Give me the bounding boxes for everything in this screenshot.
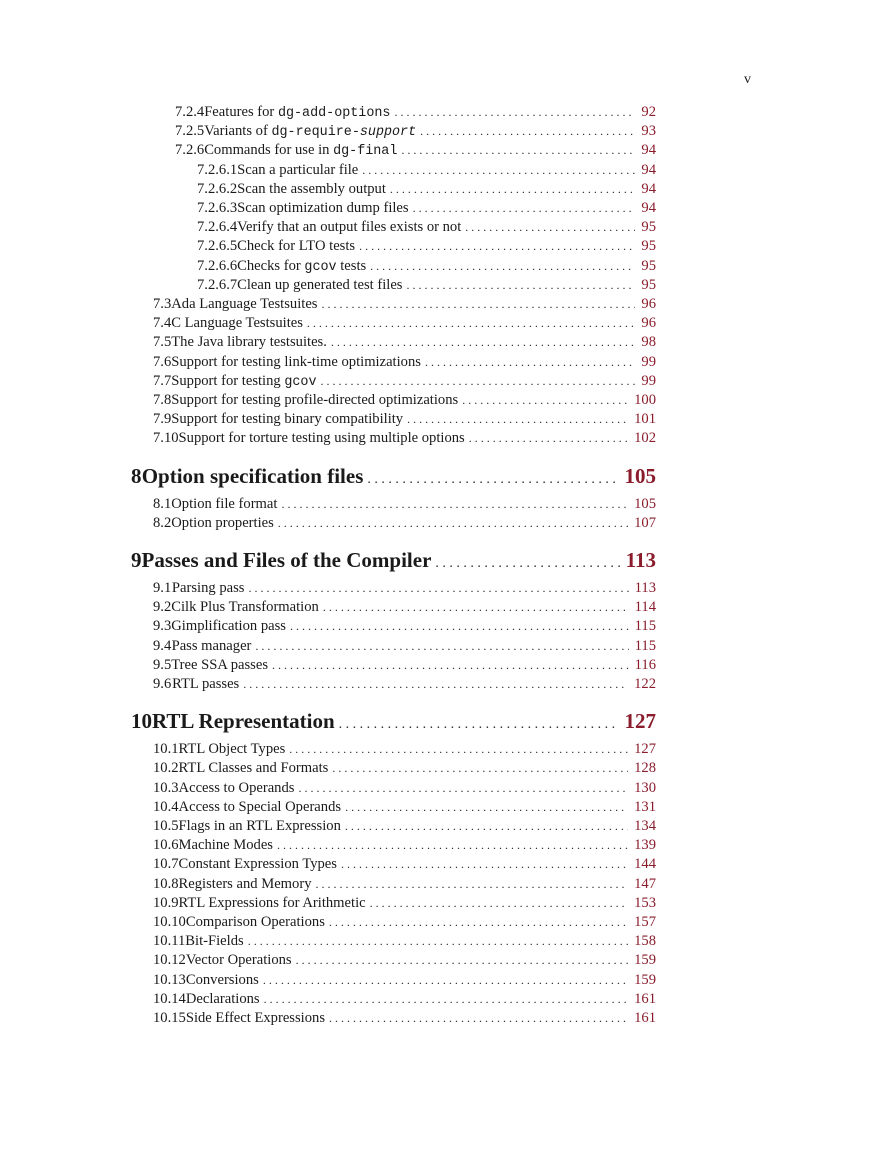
entry-title: [171, 296, 317, 313]
toc-entry[interactable]: [153, 991, 656, 1010]
leader-dots: [367, 472, 618, 488]
entry-page-link[interactable]: 139: [634, 837, 656, 854]
entry-title: [237, 162, 358, 179]
toc-chapter-entry[interactable]: [131, 464, 656, 492]
entry-title-text: Bit-Fields: [185, 933, 244, 950]
leader-dots: [370, 896, 629, 911]
entry-page-link[interactable]: 113: [625, 548, 656, 572]
entry-title-text: Vector Operations: [185, 952, 292, 969]
toc-entry[interactable]: [153, 952, 656, 971]
page-number: v: [744, 72, 751, 87]
entry-title: [171, 496, 277, 513]
entry-number: 10.3: [153, 779, 179, 796]
entry-title-text: Passes and Files of the Compiler: [141, 548, 432, 572]
entry-number: 7.10: [153, 430, 179, 447]
entry-title: [172, 638, 252, 655]
entry-title: [237, 238, 355, 255]
leader-dots: [243, 677, 628, 692]
entry-page-link[interactable]: 105: [624, 463, 656, 488]
entry-page-link[interactable]: 92: [641, 104, 656, 120]
entry-title-text: Scan a particular file: [237, 161, 359, 178]
leader-dots: [332, 761, 628, 776]
entry-page-link[interactable]: 147: [634, 875, 656, 892]
entry-number: 7.8: [153, 392, 172, 408]
entry-title-text: Support for torture testing using multiple options: [178, 430, 465, 447]
leader-dots: [465, 220, 635, 235]
entry-page-link[interactable]: 127: [624, 709, 656, 734]
entry-title: [237, 219, 461, 236]
entry-number: 9.2: [153, 599, 172, 616]
entry-number: 9.6: [153, 676, 172, 692]
entry-title: [186, 1010, 325, 1027]
entry-page-link[interactable]: 153: [634, 894, 656, 911]
entry-title-text: RTL Expressions for Arithmetic: [178, 894, 366, 911]
entry-number: 7.7: [153, 372, 172, 389]
leader-dots: [345, 800, 628, 815]
leader-dots: [401, 143, 635, 158]
entry-title-text: Constant Expression Types: [178, 856, 337, 873]
entry-title: [171, 618, 286, 635]
entry-title-text: RTL passes: [172, 676, 240, 692]
entry-number: 10: [131, 709, 152, 734]
toc-entry[interactable]: [153, 914, 656, 933]
entry-title-text: Parsing pass: [171, 580, 245, 596]
entry-number: 7.4: [153, 315, 172, 332]
entry-page-link[interactable]: 101: [634, 411, 656, 428]
entry-page-link[interactable]: 94: [641, 200, 656, 216]
entry-title: [171, 373, 316, 390]
toc-entry[interactable]: [153, 334, 656, 353]
leader-dots: [420, 124, 635, 139]
leader-dots: [469, 431, 628, 446]
entry-title-text: Declarations: [185, 990, 260, 1007]
toc-entry[interactable]: [197, 258, 656, 277]
toc-entry[interactable]: [197, 181, 656, 200]
entry-number: 10.14: [153, 990, 186, 1007]
entry-title-text: Scan optimization dump files: [237, 200, 409, 216]
entry-title: [179, 799, 342, 816]
entry-title-text: Features for: [204, 104, 278, 120]
entry-title-text: Scan the assembly output: [237, 180, 386, 197]
entry-title-text: The Java library testsuites.: [171, 334, 327, 351]
entry-page-link[interactable]: 102: [634, 430, 656, 447]
leader-dots: [307, 316, 636, 331]
entry-number: 8.1: [153, 495, 172, 512]
entry-title-text: Machine Modes: [178, 837, 273, 854]
entry-page-link[interactable]: 96: [641, 315, 656, 332]
entry-title: [171, 515, 274, 532]
entry-page-link[interactable]: 94: [641, 161, 656, 178]
entry-title-text: tests: [336, 257, 367, 274]
entry-page-link[interactable]: 130: [634, 779, 656, 796]
toc-chapter-entry[interactable]: [131, 709, 656, 737]
leader-dots: [264, 992, 629, 1007]
leader-dots: [316, 877, 629, 892]
entry-title: [172, 580, 245, 597]
entry-title-text: Clean up generated test files: [237, 276, 403, 293]
entry-title-text: Option properties: [171, 514, 274, 531]
entry-number: 9.5: [153, 656, 172, 673]
entry-page-link[interactable]: 134: [634, 818, 656, 834]
toc-entry[interactable]: [153, 580, 656, 599]
leader-dots: [394, 105, 635, 120]
toc-entry[interactable]: [153, 799, 656, 818]
toc-entry[interactable]: [153, 411, 656, 430]
entry-number: 10.11: [153, 933, 186, 950]
toc-chapter-entry[interactable]: [131, 548, 656, 576]
entry-page-link[interactable]: 144: [634, 856, 656, 873]
entry-title: [237, 200, 408, 217]
entry-title: [204, 104, 390, 121]
leader-dots: [298, 781, 628, 796]
entry-title: [179, 430, 465, 447]
entry-title-text: Variants of: [204, 123, 272, 140]
entry-title: [171, 354, 421, 371]
entry-title-text: C Language Testsuites: [171, 315, 303, 332]
entry-page-link[interactable]: 128: [634, 760, 656, 777]
entry-title: [237, 258, 366, 275]
entry-number: 10.7: [153, 856, 179, 873]
entry-number: 10.12: [153, 952, 186, 969]
entry-title-text: Option file format: [171, 495, 278, 512]
entry-title: [171, 411, 403, 428]
entry-number: 10.4: [153, 798, 179, 815]
toc-entry[interactable]: [175, 104, 656, 123]
toc-entry[interactable]: [153, 780, 656, 799]
leader-dots: [281, 497, 628, 512]
toc-entry[interactable]: [153, 354, 656, 373]
leader-dots: [462, 393, 628, 408]
entry-number: 10.5: [153, 818, 179, 834]
entry-title: [179, 837, 273, 854]
entry-title-text: Support for testing: [171, 372, 285, 389]
entry-page-link[interactable]: 127: [634, 741, 656, 758]
leader-dots: [390, 182, 636, 197]
entry-number: 7.2.6.1: [197, 161, 238, 178]
entry-number: 9.1: [153, 580, 172, 596]
entry-title-text: Access to Operands: [178, 779, 295, 796]
leader-dots: [290, 619, 629, 634]
entry-title-code: support: [359, 125, 417, 141]
entry-title-code: dg-require-: [271, 125, 360, 141]
entry-page-link[interactable]: 131: [634, 798, 656, 815]
entry-page-link[interactable]: 157: [634, 914, 656, 930]
entry-number: 7.2.6.4: [197, 219, 238, 236]
toc-entry[interactable]: [153, 741, 656, 760]
entry-page-link[interactable]: 99: [641, 353, 656, 370]
entry-number: 7.3: [153, 296, 172, 312]
entry-title: [179, 876, 312, 893]
toc-entry[interactable]: [153, 895, 656, 914]
entry-title: [142, 548, 432, 573]
entry-title-code: dg-final: [333, 144, 398, 160]
toc-entry[interactable]: [197, 162, 656, 181]
entry-page-link[interactable]: 161: [634, 990, 656, 1007]
toc-entry[interactable]: [197, 277, 656, 296]
leader-dots: [331, 335, 636, 350]
leader-dots: [272, 658, 629, 673]
toc-entry[interactable]: [153, 760, 656, 779]
entry-page-link[interactable]: 114: [634, 599, 656, 616]
entry-title-text: Cilk Plus Transformation: [171, 599, 319, 616]
entry-title-text: Conversions: [185, 971, 259, 988]
entry-title: [142, 464, 364, 489]
entry-page-link[interactable]: 116: [634, 656, 656, 673]
toc-entry[interactable]: [175, 142, 656, 161]
leader-dots: [407, 412, 628, 427]
entry-title: [186, 952, 292, 969]
toc-entry[interactable]: [153, 676, 656, 695]
leader-dots: [370, 259, 635, 274]
entry-number: 10.10: [153, 914, 186, 930]
entry-page-link[interactable]: 94: [641, 180, 656, 197]
entry-title-text: Support for testing profile-directed optimizations: [171, 392, 459, 408]
leader-dots: [329, 1011, 628, 1026]
entry-number: 10.1: [153, 741, 179, 758]
entry-title: [179, 760, 329, 777]
entry-title: [171, 334, 327, 351]
entry-title: [204, 123, 416, 140]
leader-dots: [263, 973, 628, 988]
entry-title-text: Check for LTO tests: [237, 238, 356, 255]
entry-title-text: Side Effect Expressions: [185, 1010, 325, 1026]
entry-title-text: RTL Representation: [152, 709, 335, 734]
entry-page-link[interactable]: 100: [634, 392, 656, 408]
entry-page-link[interactable]: 158: [634, 933, 656, 950]
entry-title-text: Comparison Operations: [185, 914, 325, 930]
leader-dots: [255, 639, 628, 654]
entry-page-link[interactable]: 122: [634, 676, 656, 692]
entry-title-text: Checks for: [237, 257, 305, 274]
entry-title: [171, 599, 319, 616]
entry-page-link[interactable]: 161: [634, 1010, 656, 1026]
toc-entry[interactable]: [153, 876, 656, 895]
leader-dots: [323, 600, 629, 615]
leader-dots: [277, 838, 628, 853]
entry-title: [179, 741, 286, 758]
entry-title: [179, 856, 337, 873]
entry-title: [186, 972, 259, 989]
leader-dots: [289, 742, 628, 757]
toc-entry[interactable]: [153, 638, 656, 657]
leader-dots: [329, 915, 628, 930]
entry-title-text: Verify that an output files exists or not: [237, 219, 462, 236]
entry-title: [186, 914, 325, 931]
entry-title: [172, 676, 239, 693]
toc-entry[interactable]: [153, 1010, 656, 1029]
toc-entry[interactable]: [153, 837, 656, 856]
toc-entry[interactable]: [153, 392, 656, 411]
entry-title-text: Flags in an RTL Expression: [178, 818, 341, 834]
entry-page-link[interactable]: 107: [634, 514, 656, 531]
entry-number: 10.6: [153, 837, 179, 854]
entry-page-link[interactable]: 95: [641, 257, 656, 274]
leader-dots: [296, 953, 628, 968]
entry-page-link[interactable]: 98: [641, 334, 656, 351]
entry-title: [186, 991, 260, 1008]
entry-title-text: Gimplification pass: [171, 618, 286, 635]
entry-title-text: Option specification files: [141, 463, 364, 488]
entry-title-text: Registers and Memory: [178, 875, 312, 892]
entry-number: 7.2.6.7: [197, 276, 238, 293]
entry-page-link[interactable]: 115: [634, 618, 656, 635]
toc-entry[interactable]: [153, 599, 656, 618]
entry-title: [171, 657, 268, 674]
toc-entry[interactable]: [153, 315, 656, 334]
entry-title-text: Ada Language Testsuites: [171, 296, 318, 312]
entry-page-link[interactable]: 96: [641, 296, 656, 312]
entry-title: [152, 709, 335, 734]
toc-entry[interactable]: [153, 373, 656, 392]
leader-dots: [435, 556, 619, 572]
entry-number: 9: [131, 548, 142, 572]
entry-number: 9.3: [153, 618, 172, 635]
leader-dots: [425, 355, 635, 370]
leader-dots: [248, 934, 628, 949]
entry-title: [204, 142, 397, 159]
entry-title: [171, 315, 303, 332]
entry-page-link[interactable]: 95: [641, 276, 656, 293]
entry-title-text: Support for testing binary compatibility: [171, 411, 404, 428]
entry-number: 7.6: [153, 353, 172, 370]
entry-title: [179, 818, 341, 835]
entry-page-link[interactable]: 95: [641, 238, 656, 255]
entry-title-text: Pass manager: [171, 637, 252, 654]
leader-dots: [362, 163, 635, 178]
toc-entry[interactable]: [197, 238, 656, 257]
leader-dots: [413, 201, 636, 216]
leader-dots: [278, 516, 628, 531]
leader-dots: [341, 857, 628, 872]
toc-entry[interactable]: [153, 515, 656, 534]
entry-number: 9.4: [153, 637, 172, 654]
leader-dots: [339, 717, 619, 733]
entry-page-link[interactable]: 105: [634, 495, 656, 512]
entry-title-text: Tree SSA passes: [171, 656, 269, 673]
entry-number: 7.2.6.2: [197, 180, 238, 197]
entry-page-link[interactable]: 159: [634, 952, 656, 969]
entry-number: 8: [131, 463, 142, 488]
entry-number: 10.15: [153, 1010, 186, 1026]
toc-entry[interactable]: [153, 856, 656, 875]
entry-number: 7.2.6.5: [197, 238, 238, 255]
entry-title: [185, 933, 243, 950]
toc-entry[interactable]: [153, 818, 656, 837]
leader-dots: [359, 239, 635, 254]
entry-number: 7.2.6.3: [197, 200, 238, 216]
toc-entry[interactable]: [153, 933, 656, 952]
toc-entry[interactable]: [197, 219, 656, 238]
toc-entry[interactable]: [153, 430, 656, 449]
toc-entry[interactable]: [153, 618, 656, 637]
leader-dots: [345, 819, 628, 834]
leader-dots: [249, 581, 629, 596]
entry-number: 10.13: [153, 971, 186, 988]
entry-number: 8.2: [153, 514, 172, 531]
entry-page-link[interactable]: 94: [641, 142, 656, 159]
entry-title-text: Access to Special Operands: [178, 798, 342, 815]
entry-page-link[interactable]: 115: [634, 637, 656, 654]
entry-number: 10.9: [153, 894, 179, 911]
entry-title-text: RTL Object Types: [178, 741, 286, 758]
entry-title-code: gcov: [304, 259, 337, 275]
entry-number: 7.2.4: [175, 104, 205, 120]
toc-entry[interactable]: [153, 296, 656, 315]
entry-number: 7.5: [153, 334, 172, 351]
entry-title: [179, 895, 366, 912]
entry-title: [179, 780, 295, 797]
leader-dots: [406, 278, 635, 293]
entry-page-link[interactable]: 99: [641, 372, 656, 389]
leader-dots: [321, 374, 636, 389]
entry-title-code: dg-add-options: [277, 106, 391, 121]
entry-title: [171, 392, 458, 409]
entry-number: 7.2.6.6: [197, 257, 238, 274]
toc-entry[interactable]: [197, 200, 656, 219]
entry-number: 7.2.6: [175, 142, 205, 159]
entry-title-code: gcov: [284, 374, 317, 390]
toc-entry[interactable]: [175, 123, 656, 142]
entry-number: 7.9: [153, 411, 172, 428]
entry-page-link[interactable]: 95: [641, 219, 656, 236]
entry-title-text: Support for testing link-time optimizations: [171, 353, 421, 370]
entry-title-text: Commands for use in: [204, 142, 334, 159]
entry-title: [237, 181, 386, 198]
entry-number: 10.8: [153, 875, 179, 892]
entry-page-link[interactable]: 113: [634, 580, 656, 596]
toc-entry[interactable]: [153, 657, 656, 676]
entry-page-link[interactable]: 159: [634, 971, 656, 988]
entry-number: 10.2: [153, 760, 179, 777]
entry-page-link[interactable]: 93: [641, 123, 656, 140]
entry-number: 7.2.5: [175, 123, 205, 140]
toc-entry[interactable]: [153, 972, 656, 991]
entry-title: [237, 277, 402, 294]
toc-entry[interactable]: [153, 496, 656, 515]
leader-dots: [321, 297, 635, 312]
entry-title-text: RTL Classes and Formats: [178, 760, 329, 777]
